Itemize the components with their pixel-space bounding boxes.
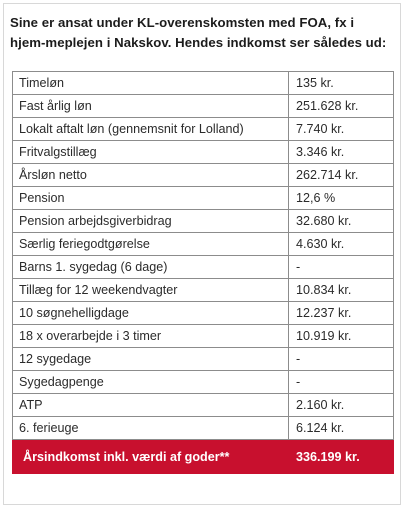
table-row — [13, 394, 394, 417]
table-row — [13, 210, 394, 233]
row-label: Fritvalgstillæg — [13, 141, 289, 164]
row-label: Sygedagpenge — [13, 371, 289, 394]
income-table — [12, 71, 394, 474]
table-row — [13, 371, 394, 394]
row-label: ATP — [13, 394, 289, 417]
table-row — [13, 256, 394, 279]
row-label: 12 sygedage — [13, 348, 289, 371]
table-row — [13, 279, 394, 302]
row-value: 32.680 kr. — [289, 210, 394, 233]
table-row — [13, 118, 394, 141]
row-label: Timeløn — [13, 72, 289, 95]
total-value: 336.199 kr. — [289, 440, 394, 474]
row-label: Lokalt aftalt løn (gennemsnit for Lolland) — [13, 118, 289, 141]
row-value: 3.346 kr. — [289, 141, 394, 164]
row-value: - — [289, 256, 394, 279]
row-value: 262.714 kr. — [289, 164, 394, 187]
row-value: 251.628 kr. — [289, 95, 394, 118]
row-value: 10.919 kr. — [289, 325, 394, 348]
row-value: 4.630 kr. — [289, 233, 394, 256]
table-row — [13, 233, 394, 256]
table-row — [13, 325, 394, 348]
row-label: 10 søgnehelligdage — [13, 302, 289, 325]
row-label: Fast årlig løn — [13, 95, 289, 118]
table-row — [13, 95, 394, 118]
row-label: 18 x overarbejde i 3 timer — [13, 325, 289, 348]
row-label: Tillæg for 12 weekendvagter — [13, 279, 289, 302]
table-row — [13, 302, 394, 325]
row-value: 135 kr. — [289, 72, 394, 95]
table-row — [13, 348, 394, 371]
table-row — [13, 417, 394, 440]
row-label: Pension — [13, 187, 289, 210]
row-value: - — [289, 348, 394, 371]
row-label: 6. ferieuge — [13, 417, 289, 440]
row-label: Pension arbejdsgiverbidrag — [13, 210, 289, 233]
row-label: Årsløn netto — [13, 164, 289, 187]
table-row — [13, 72, 394, 95]
infobox-heading: Sine er ansat under KL-overenskomsten med FOA, fx i hjem-meplejen i Nakskov. Hendes indkomst ser således ud: — [10, 15, 387, 50]
row-value: 6.124 kr. — [289, 417, 394, 440]
row-label: Særlig feriegodtgørelse — [13, 233, 289, 256]
row-value: 10.834 kr. — [289, 279, 394, 302]
table-row — [13, 187, 394, 210]
row-value: 12.237 kr. — [289, 302, 394, 325]
row-value: - — [289, 371, 394, 394]
table-row — [13, 141, 394, 164]
row-value: 7.740 kr. — [289, 118, 394, 141]
row-label: Barns 1. sygedag (6 dage) — [13, 256, 289, 279]
infobox-frame — [3, 3, 401, 505]
table-row — [13, 164, 394, 187]
total-label: Årsindkomst inkl. værdi af goder** — [13, 440, 289, 474]
total-row — [13, 440, 394, 474]
row-value: 12,6 % — [289, 187, 394, 210]
row-value: 2.160 kr. — [289, 394, 394, 417]
